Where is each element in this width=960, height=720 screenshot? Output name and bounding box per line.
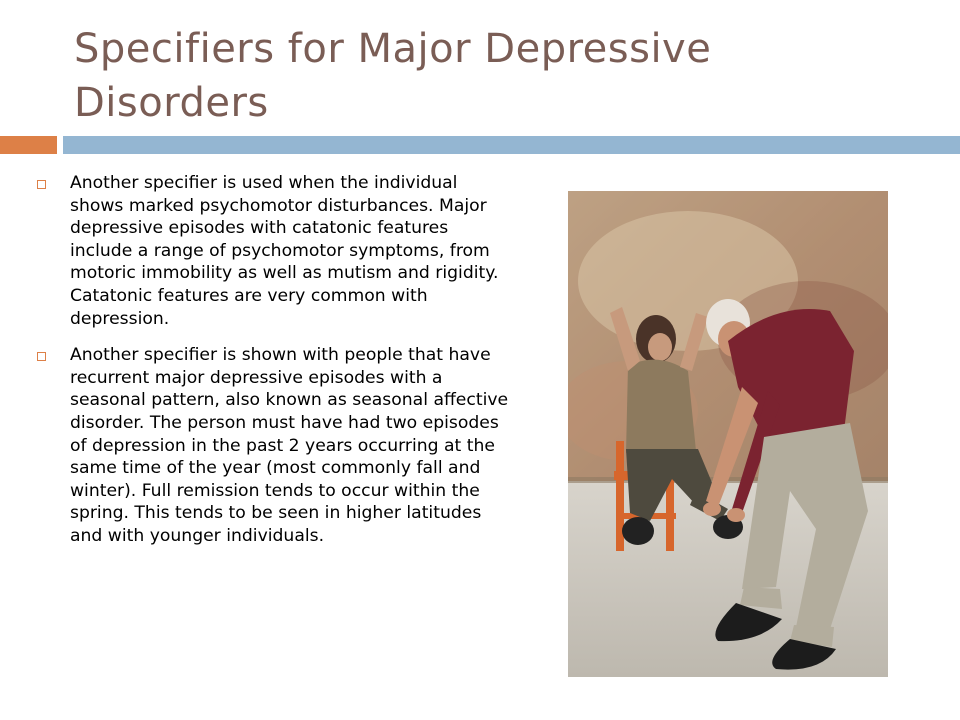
- bullet-item: [34, 344, 514, 547]
- bullet-text: Another specifier is used when the individual shows marked psychomotor disturbances. Major depressive episodes with catatonic features include a range of psychomotor symptoms, from motoric immobility as well as mutism and rigidity. Catatonic features are very common with depression.: [70, 173, 499, 329]
- photo-graphic: [568, 191, 888, 677]
- square-bullet-icon: [37, 352, 46, 361]
- bullet-list: [34, 172, 514, 562]
- accent-bar-orange: [0, 136, 57, 154]
- bullet-text: Another specifier is shown with people that have recurrent major depressive episodes with a seasonal pattern, also known as seasonal affective disorder. The person must have had two episodes of depression in the past 2 years occurring at the same time of the year (most commonly fall and winter). Full remission tends to occur within the spring. This tends to be seen in higher latitudes and with younger individuals.: [70, 345, 509, 546]
- bullet-item: [34, 172, 514, 330]
- accent-bar-blue: [63, 136, 960, 154]
- slide-title: Specifiers for Major Depressive Disorders: [74, 26, 712, 126]
- illustration-photo: [568, 191, 888, 677]
- square-bullet-icon: [37, 180, 46, 189]
